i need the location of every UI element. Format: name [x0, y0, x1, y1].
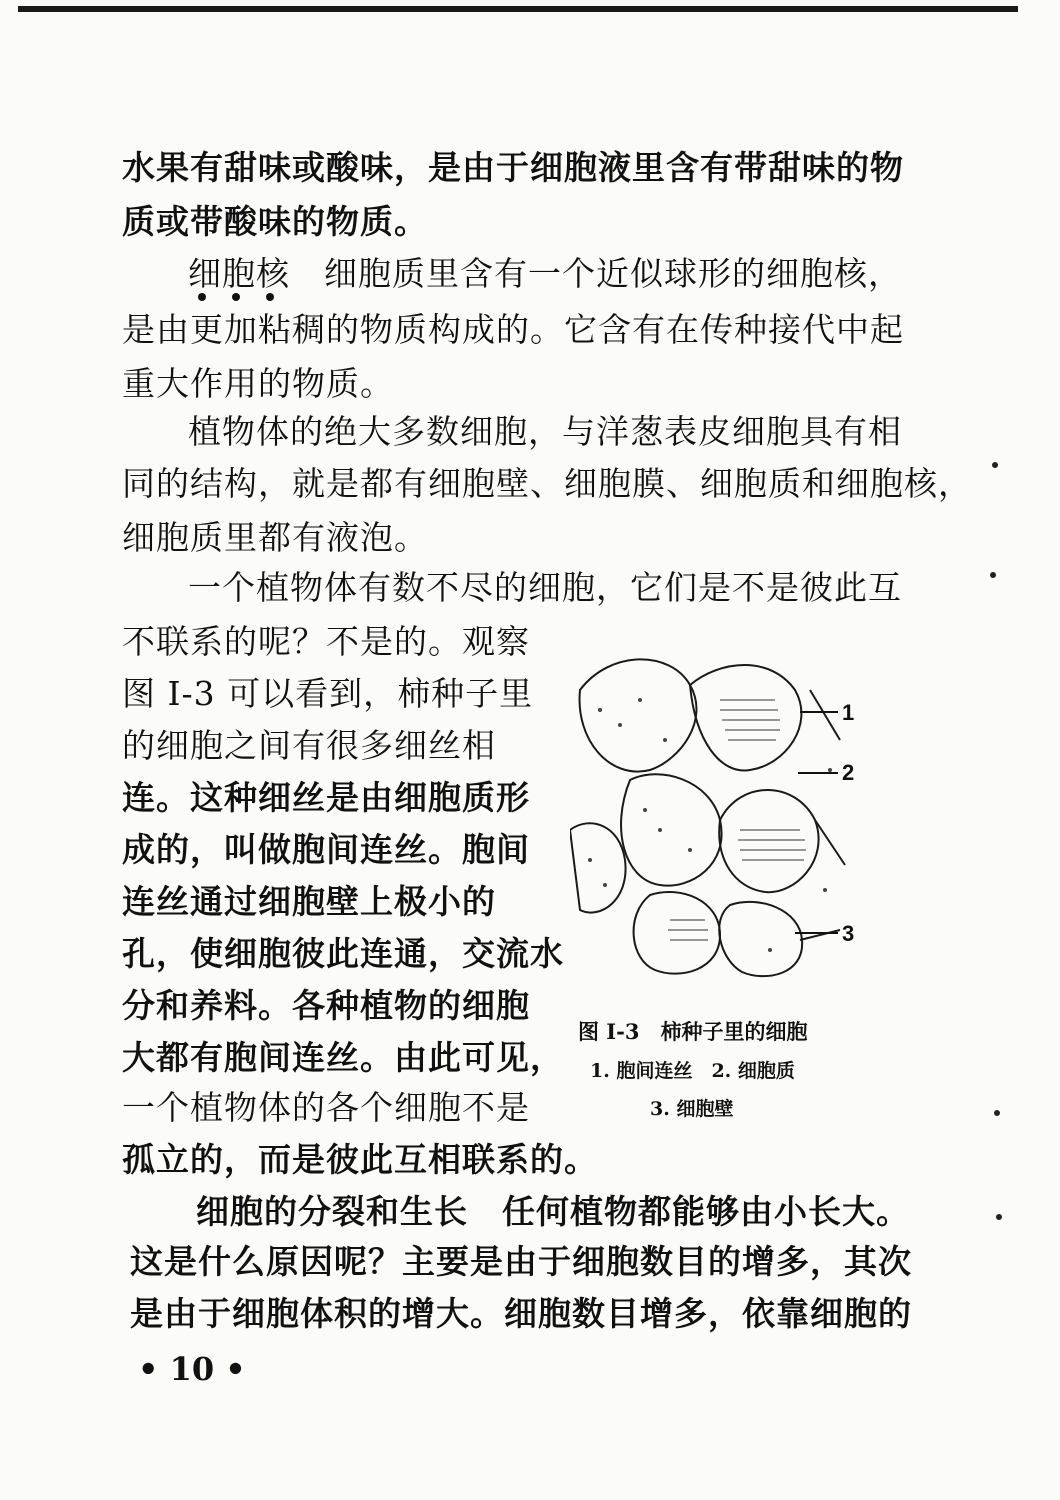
- page-number: • 10 •: [138, 1350, 246, 1388]
- text-line: 连。这种细丝是由细胞质形: [122, 778, 530, 817]
- text-line: 孤立的，而是彼此互相联系的。: [122, 1140, 598, 1179]
- label-1: 1: [842, 700, 855, 725]
- text-line: 成的，叫做胞间连丝。胞间: [122, 830, 530, 869]
- text-line: 不联系的呢？不是的。观察: [122, 622, 530, 661]
- scan-speck: [996, 1214, 1002, 1220]
- label-3: 3: [842, 921, 855, 946]
- label-2: 2: [842, 760, 855, 785]
- text-line: 分和养料。各种植物的细胞: [122, 986, 530, 1025]
- text-line: 一个植物体的各个细胞不是: [122, 1088, 530, 1127]
- text-line: 孔，使细胞彼此连通，交流水: [122, 934, 564, 973]
- emphasis-dots: [188, 293, 298, 307]
- text-line: 重大作用的物质。: [122, 364, 394, 403]
- figure-caption: 图 I-3 柿种子里的细胞: [578, 1019, 808, 1044]
- scan-speck: [992, 462, 998, 468]
- text-line: 这是什么原因呢？主要是由于细胞数目的增多，其次: [130, 1242, 912, 1281]
- page-top-border: [18, 6, 1018, 12]
- text-line: 质或带酸味的物质。: [122, 202, 428, 241]
- text-line: 同的结构，就是都有细胞壁、细胞膜、细胞质和细胞核，: [122, 464, 972, 503]
- cell-illustration: [570, 630, 860, 985]
- text-line: 一个植物体有数不尽的细胞，它们是不是彼此互: [188, 568, 902, 607]
- text-line: 是由于细胞体积的增大。细胞数目增多，依靠细胞的: [130, 1294, 912, 1333]
- text-line: 细胞的分裂和生长 任何植物都能够由小长大。: [196, 1192, 910, 1231]
- text-line: 连丝通过细胞壁上极小的: [122, 882, 496, 921]
- text-line: 是由更加粘稠的物质构成的。它含有在传种接代中起: [122, 310, 904, 349]
- text-line: 水果有甜味或酸味，是由于细胞液里含有带甜味的物: [122, 148, 904, 187]
- text-line: 植物体的绝大多数细胞，与洋葱表皮细胞具有相: [188, 412, 902, 451]
- scan-speck: [990, 572, 996, 578]
- text-line: 细胞质里都有液泡。: [122, 518, 428, 557]
- figure-legend-line2: 3. 细胞壁: [650, 1098, 734, 1120]
- scan-speck: [994, 1110, 1000, 1116]
- text-line: 的细胞之间有很多细丝相: [122, 726, 496, 765]
- figure-legend-line1: 1. 胞间连丝 2. 细胞质: [590, 1060, 795, 1082]
- text-line: 细胞核 细胞质里含有一个近似球形的细胞核，: [188, 254, 902, 293]
- text-line: 图 I-3 可以看到，柿种子里: [122, 674, 534, 713]
- text-line: 大都有胞间连丝。由此可见，: [122, 1038, 564, 1077]
